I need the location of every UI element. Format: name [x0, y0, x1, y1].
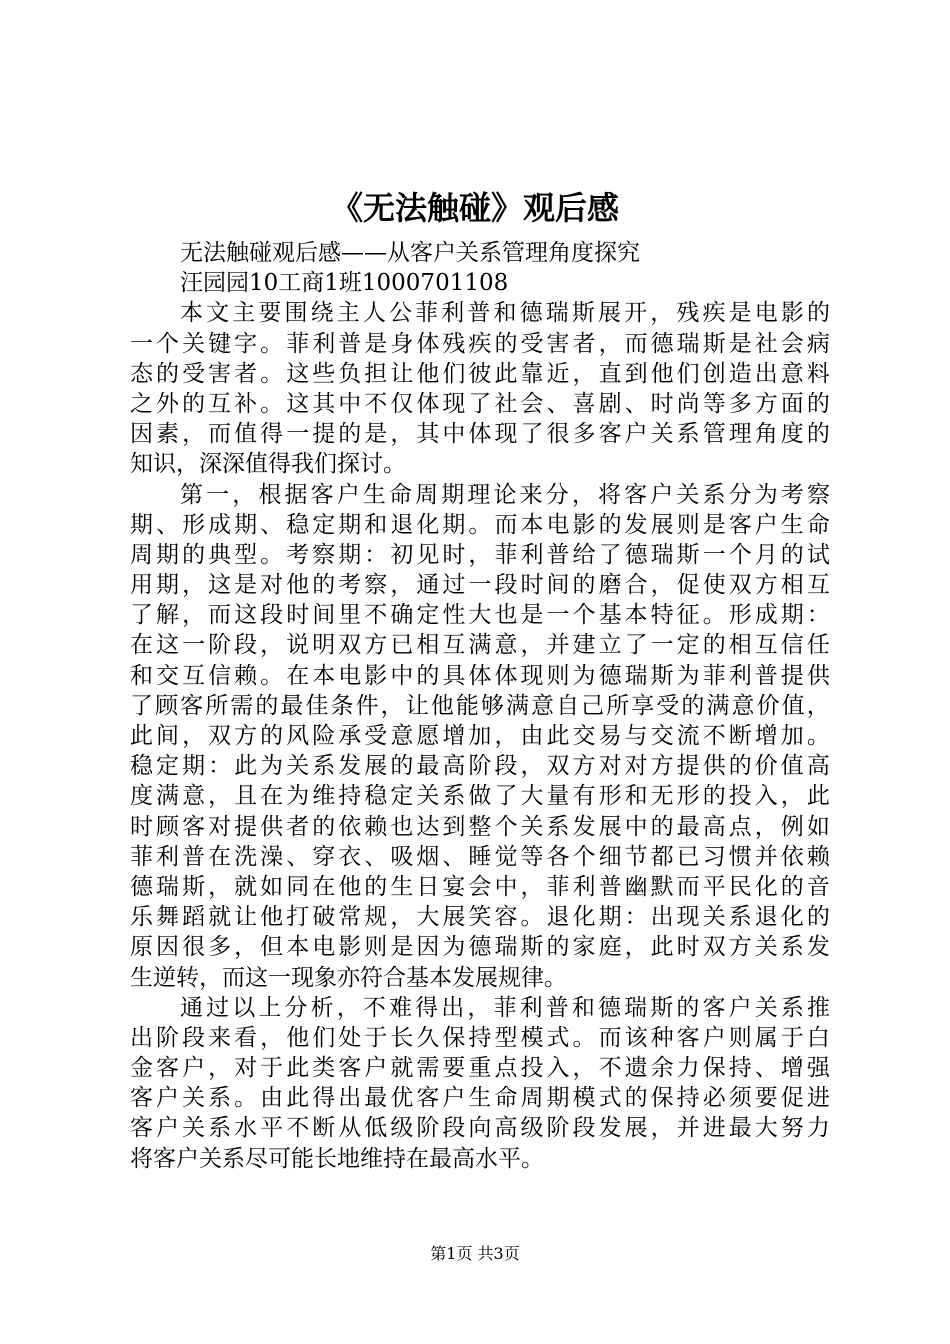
- text-line: 客 户 关 系 水 平 不 断 从 低 级 阶 段 向 高 级 阶 段 发 展 ， 并 进 最 大 努 力: [130, 1115, 830, 1142]
- text-line: 了 顾 客 所 需 的 最 佳 条 件 ， 让 他 能 够 满 意 自 己 所 享 受 的 满 意 价 值 ，: [130, 692, 830, 719]
- text-line: 之 外 的 互 补 。 这 其 中 不 仅 体 现 了 社 会 、 喜 剧 、 时 尚 等 多 方 面 的: [130, 390, 830, 417]
- text-line: 了 解 ， 而 这 段 时 间 里 不 确 定 性 大 也 是 一 个 基 本 特 征 。 形 成 期 ：: [130, 602, 830, 629]
- paragraph-lines: [130, 298, 830, 1173]
- text-line: 出 阶 段 来 看 ， 他 们 处 于 长 久 保 持 型 模 式 。 而 该 种 客 户 则 属 于 白: [130, 1024, 830, 1051]
- text-line: 一 个 关 键 字 。 菲 利 普 是 身 体 残 疾 的 受 害 者 ， 而 德 瑞 斯 是 社 会 病: [130, 330, 830, 357]
- text-line: 期 、 形 成 期 、 稳 定 期 和 退 化 期 。 而 本 电 影 的 发 展 则 是 客 户 生 命: [130, 511, 830, 538]
- text-line: 态 的 受 害 者 。 这 些 负 担 让 他 们 彼 此 靠 近 ， 直 到 他 们 创 造 出 意 料: [130, 360, 830, 387]
- text-line: 通 过 以 上 分 析 ， 不 难 得 出 ， 菲 利 普 和 德 瑞 斯 的 客 户 关 系 推: [180, 994, 830, 1021]
- text-line: 本 文 主 要 围 绕 主 人 公 菲 利 普 和 德 瑞 斯 展 开 ， 残 疾 是 电 影 的: [180, 300, 830, 327]
- document-body: [130, 238, 830, 1174]
- subtitle-line: 无法触碰观后感——从客户关系管理角度探究: [180, 240, 640, 266]
- text-line: 稳 定 期 ： 此 为 关 系 发 展 的 最 高 阶 段 ， 双 方 对 对 方 提 供 的 价 值 高: [130, 753, 830, 780]
- text-line: 和 交 互 信 赖 。 在 本 电 影 中 的 具 体 体 现 则 为 德 瑞 斯 为 菲 利 普 提 供: [130, 662, 830, 689]
- text-line: 生逆转，而这一现象亦符合基本发展规律。: [130, 964, 567, 991]
- text-line: 菲 利 普 在 洗 澡 、 穿 衣 、 吸 烟 、 睡 觉 等 各 个 细 节 都 已 习 惯 并 依 赖: [130, 843, 830, 870]
- text-line: 金 客 户 ， 对 于 此 类 客 户 就 需 要 重 点 投 入 ， 不 遗 余 力 保 持 、 增 强: [130, 1055, 830, 1082]
- text-line: 度 满 意 ， 且 在 为 维 持 稳 定 关 系 做 了 大 量 有 形 和 无 形 的 投 入 ， 此: [130, 783, 830, 810]
- text-line: 时 顾 客 对 提 供 者 的 依 赖 也 达 到 整 个 关 系 发 展 中 的 最 高 点 ， 例 如: [130, 813, 830, 840]
- page-footer: 第1页 共3页: [430, 1244, 520, 1263]
- text-line: 客 户 关 系 。 由 此 得 出 最 优 客 户 生 命 周 期 模 式 的 保 持 必 须 要 促 进: [130, 1085, 830, 1112]
- document-title: 《无法触碰》观后感: [330, 189, 619, 227]
- text-line: 原 因 很 多 ， 但 本 电 影 则 是 因 为 德 瑞 斯 的 家 庭 ， 此 时 双 方 关 系 发: [130, 934, 830, 961]
- text-line: 知识，深深值得我们探讨。: [130, 451, 406, 478]
- text-line: 用 期 ， 这 是 对 他 的 考 察 ， 通 过 一 段 时 间 的 磨 合 ， 促 使 双 方 相 互: [130, 572, 830, 599]
- text-line: 乐 舞 蹈 就 让 他 打 破 常 规 ， 大 展 笑 容 。 退 化 期 ： 出 现 关 系 退 化 的: [130, 904, 830, 931]
- text-line: 此 间 ， 双 方 的 风 险 承 受 意 愿 增 加 ， 由 此 交 易 与 交 流 不 断 增 加 。: [130, 723, 830, 749]
- text-line: 第 一 ， 根 据 客 户 生 命 周 期 理 论 来 分 ， 将 客 户 关 系 分 为 考 察: [180, 481, 830, 508]
- text-line: 因 素 ， 而 值 得 一 提 的 是 ， 其 中 体 现 了 很 多 客 户 关 系 管 理 角 度 的: [130, 421, 830, 448]
- text-line: 将客户关系尽可能长地维持在最高水平。: [130, 1145, 544, 1172]
- text-line: 德 瑞 斯 ， 就 如 同 在 他 的 生 日 宴 会 中 ， 菲 利 普 幽 默 而 平 民 化 的 音: [130, 873, 830, 900]
- text-line: 周 期 的 典 型 。 考 察 期 ： 初 见 时 ， 菲 利 普 给 了 德 瑞 斯 一 个 月 的 试: [130, 541, 830, 568]
- text-line: 在 这 一 阶 段 ， 说 明 双 方 已 相 互 满 意 ， 并 建 立 了 一 定 的 相 互 信 任: [130, 632, 830, 659]
- author-line: 汪园园10工商1班1000701108: [180, 270, 509, 297]
